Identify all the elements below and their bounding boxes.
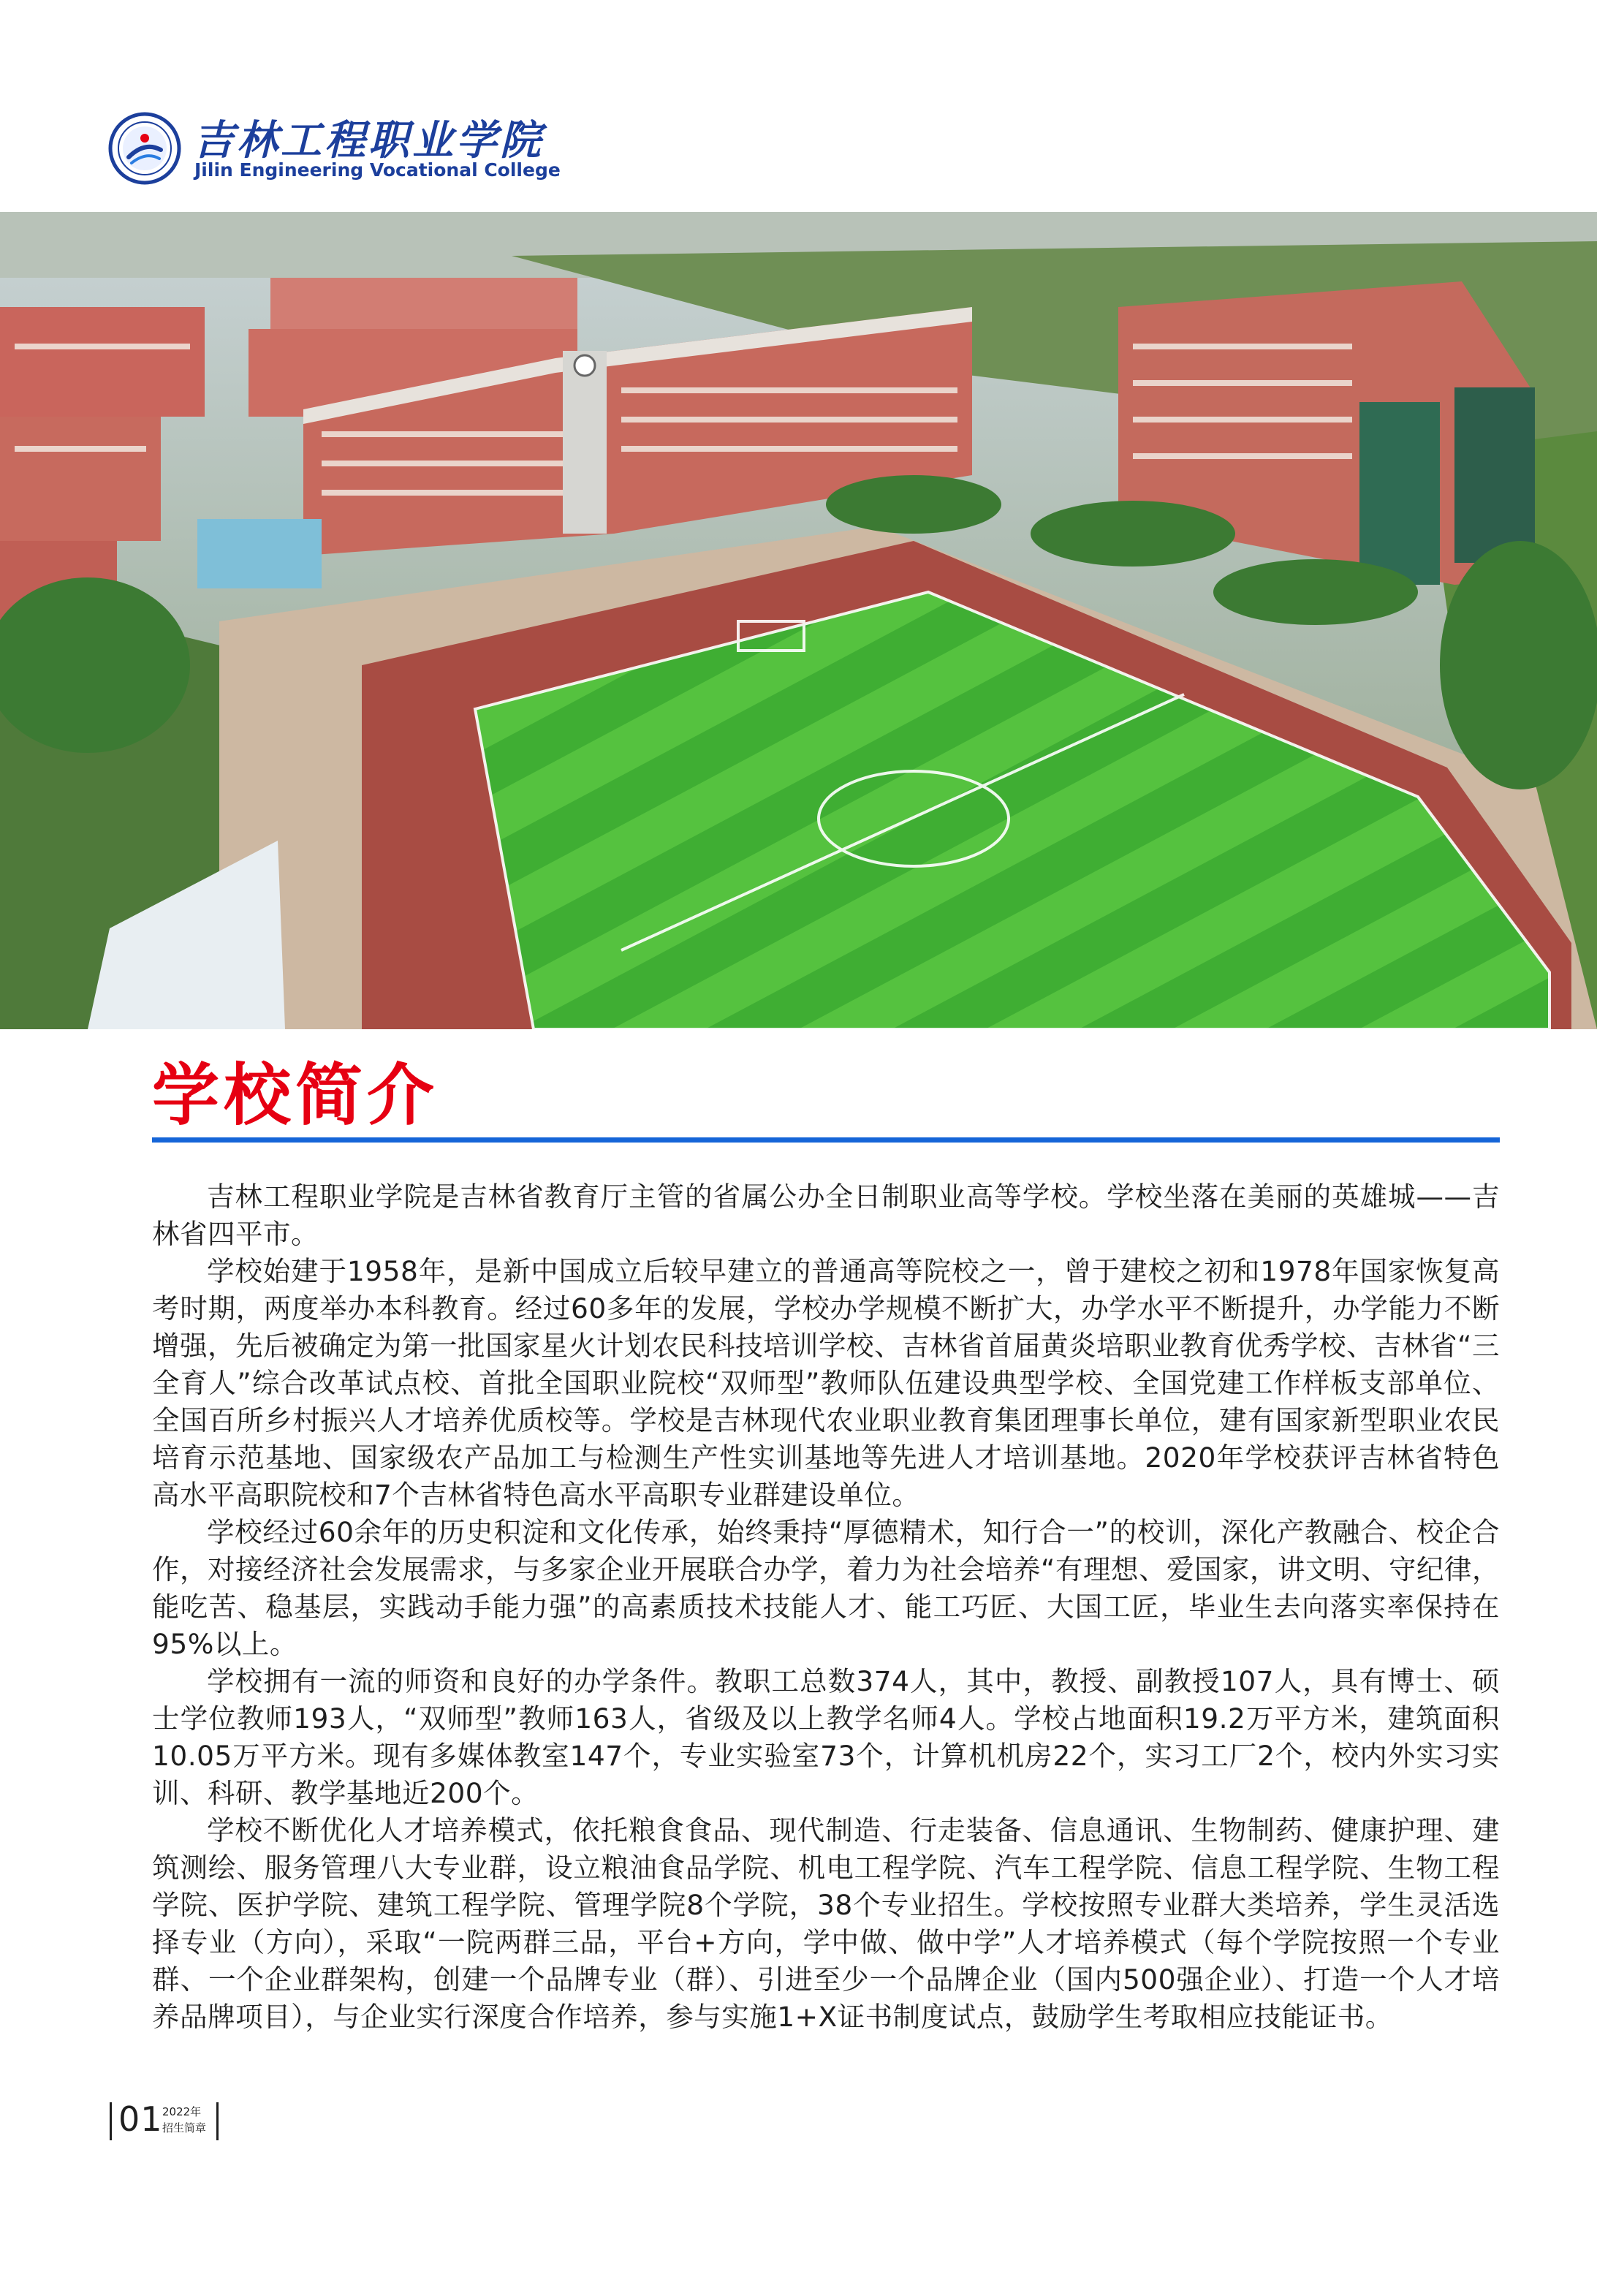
aerial-campus-photo: [0, 212, 1597, 1029]
footer-divider-right: [216, 2102, 219, 2140]
title-underline: [152, 1137, 1500, 1143]
intro-paragraph: 学校经过60余年的历史积淀和文化传承，始终秉持“厚德精术，知行合一”的校训，深化产教融合、校企合作，对接经济社会发展需求，与多家企业开展联合办学，着力为社会培养“有理想、爱国家，讲文明、守纪律，能吃苦、稳基层，实践动手能力强”的高素质技术技能人才、能工巧匠、大国工匠，毕业生去向落实率保持在95%以上。: [152, 1516, 1500, 1660]
section-title: 学校简介: [152, 1056, 439, 1134]
intro-text: [152, 1178, 1500, 2036]
intro-paragraph: 学校拥有一流的师资和良好的办学条件。教职工总数374人，其中，教授、副教授107人，具有博士、硕士学位教师193人，“双师型”教师163人，省级及以上教学名师4人。学校占地面积19.2万平方米，建筑面积10.05万平方米。现有多媒体教室147个，专业实验室73个，计算机机房22个，实习工厂2个，校内外实习实训、科研、教学基地近200个。: [152, 1665, 1500, 1809]
school-name-en: Jilin Engineering Vocational College: [194, 159, 561, 181]
college-logo: [108, 108, 561, 189]
footer-subtitle: 招生简章: [162, 2121, 207, 2134]
school-name-cn: 吉林工程职业学院: [193, 116, 544, 164]
campus-illustration: [0, 212, 1597, 1029]
footer-year: 2022年: [162, 2105, 202, 2118]
page-number: 01: [118, 2099, 163, 2139]
intro-paragraph: 学校不断优化人才培养模式，依托粮食食品、现代制造、行走装备、信息通讯、生物制药、健康护理、建筑测绘、服务管理八大专业群，设立粮油食品学院、机电工程学院、汽车工程学院、信息工程学院、生物工程学院、医护学院、建筑工程学院、管理学院8个学院，38个专业招生。学校按照专业群大类培养，学生灵活选择专业（方向），采取“一院两群三品，平台+方向，学中做、做中学”人才培养模式（每个学院按照一个专业群、一个企业群架构，创建一个品牌专业（群）、引进至少一个品牌企业（国内500强企业）、打造一个人才培养品牌项目），与企业实行深度合作培养，参与实施1+X证书制度试点，鼓励学生考取相应技能证书。: [152, 1814, 1500, 2033]
intro-paragraph: 吉林工程职业学院是吉林省教育厅主管的省属公办全日制职业高等学校。学校坐落在美丽的英雄城——吉林省四平市。: [152, 1181, 1500, 1250]
footer-divider-left: [110, 2102, 112, 2140]
college-emblem-icon: [108, 112, 181, 185]
intro-paragraph: 学校始建于1958年，是新中国成立后较早建立的普通高等院校之一，曾于建校之初和1978年国家恢复高考时期，两度举办本科教育。经过60多年的发展，学校办学规模不断扩大，办学水平不断提升，办学能力不断增强，先后被确定为第一批国家星火计划农民科技培训学校、吉林省首届黄炎培职业教育优秀学校、吉林省“三全育人”综合改革试点校、首批全国职业院校“双师型”教师队伍建设典型学校、全国党建工作样板支部单位、全国百所乡村振兴人才培养优质校等。学校是吉林现代农业职业教育集团理事长单位，建有国家新型职业农民培育示范基地、国家级农产品加工与检测生产性实训基地等先进人才培训基地。2020年学校获评吉林省特色高水平高职院校和7个吉林省特色高水平高职专业群建设单位。: [152, 1255, 1500, 1511]
